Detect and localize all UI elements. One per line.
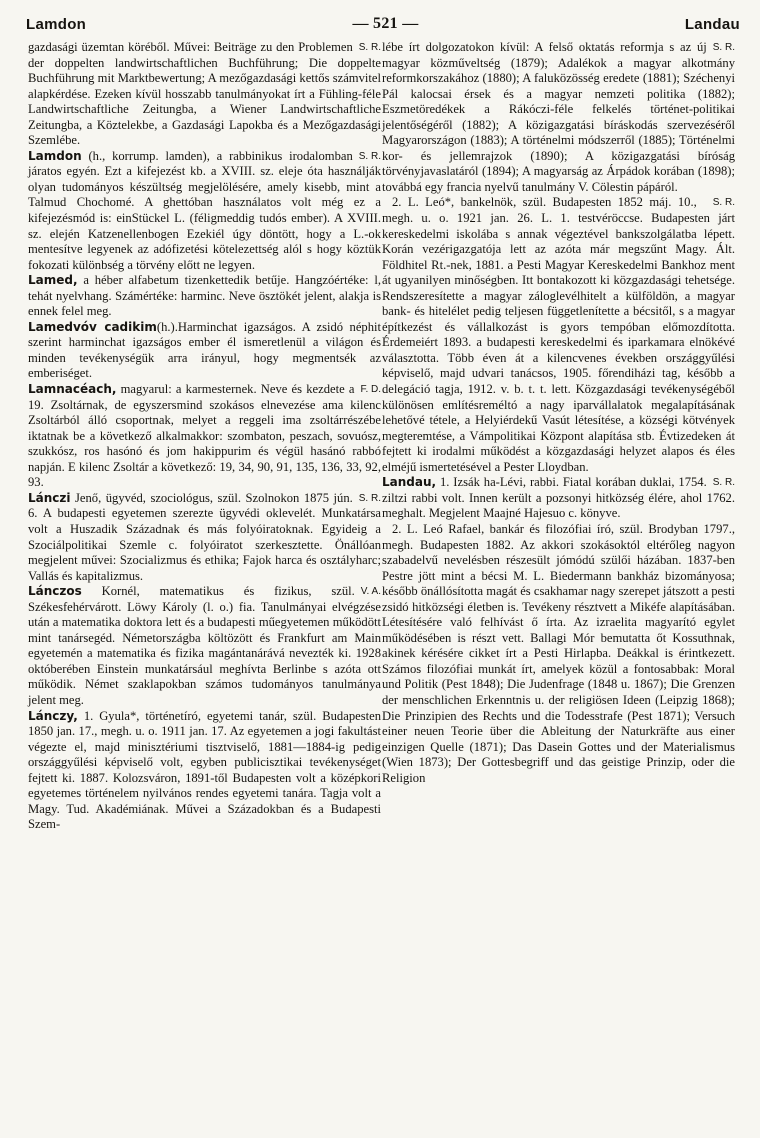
page-number: — 521 — — [352, 15, 419, 32]
entry-headword: Lánczos — [28, 584, 82, 599]
entry-text: (h.).Harminchat igazságos. A zsidó néphit szerint harminchat igazságos ember él ismeretlenül a világon és minden tevékenységük arra irányul, hogy megmentsék az emberiséget. — [28, 319, 381, 381]
header-right-word: Landau — [684, 15, 740, 33]
entry-landau — [382, 475, 735, 522]
entry-lanczy-leo — [382, 195, 735, 475]
entry-lanczi — [28, 491, 381, 584]
entry-continuation — [382, 40, 735, 195]
entry-text: a héber alfabetum tizenkettedik betűje. Hangzóértéke: l, tehát nyelvhang. Számértéke: harminc. Neve ösztökét jelent, alakja is ennek felel meg. — [28, 273, 381, 319]
entry-text: lébe írt dolgozatokon kívül: A felső oktatás reformja s az új magyar közműveltség (1879); Adalékok a magyar alkotmány reformkorszakához (1880); A faluközösség eredete (1881); Széchenyi Pál kalocsai érsek és a magyar nemzeti politika (1882); Eszmetöredékek a Rákóczi-féle felkelés történet-politikai jelentőségéről (1882); A közigazgatási bíráskodás szervezéséről Magyarországon (1883); A történelmi módszerről (1885); Történelmi kor- és jellemrajzok (1890); A közigazgatási bíróság törvényjavaslatáról (1894); A magyarság az Árpádok korában (1898); továbbá egy francia nyelvű tanulmány V. Cölestin pápáról. — [382, 40, 735, 194]
entry-continuation — [28, 40, 381, 149]
entry-text: 1. Gyula*, történetíró, egyetemi tanár, szül. Budapesten 1850 jan. 17., megh. u. o. 1911 jan. 17. Az egyetemen a jogi fakultást végezte el, majd minisztériumi tisztviselő, 1881—1884-ig pedig országgyűlési képviselő volt, egyben publicisztikai tevékenységet fejtett ki. 1887. Kolozsváron, 1891-től Budapesten volt a középkori egyetemes történelem nyilvános rendes egyetemi tanára. Tagja volt a Magy. Tud. Akadémiának. Művei a Századokban és a Budapesti Szem- — [28, 708, 381, 832]
running-header — [26, 10, 740, 38]
entry-text: 2. L. Leó Rafael, bankár és filozófiai író, szül. Brodyban 1797., megh. Budapesten 1882. Az akkori szokásoktól eltérőleg nagyon szabadelvű nevelésben részesült jómódú szülői házában. 1837-ben Pestre jött mint a bécsi M. L. Biedermann bankház bizományosa; később önállósította magát és csakhamar nagy szerepet játszott a pesti zsidó hitközségi életben is. Tevékeny résztvett a Mikéfe alapításában. Létesítésére való felhívást ő írta. Az izraelita magyarító egylet működésében is részt vett. Ballagi Mór bemutatta őt Kossuthnak, akinek kérésére cikket írt a Pesti Hirlapba. Deákkal is érintkezett. Számos filozófiai munkát írt, amelyek közül a fontosabbak: Moral und Politik (Pest 1848); Die Judenfrage (1848 u. 1867); Die Grenzen der menschlichen Erkenntnis u. der religiösen Ideen (Leipzig 1868); Die Prinzipien des Rechts und die Todesstrafe (Pest 1871); Versuch einer neuen Teorie über die Ableitung der Naturkräfte aus einer einzigen Quelle (1871); Das Dasein Gottes und der Materialismus (Wien 1873); Der Gottesbegriff und das geistige Prinzip, oder die Religion — [382, 521, 735, 785]
entry-text: gazdasági üzemtan köréből. Művei: Beiträge zu den Problemen der doppelten landwirtschaftlichen Buchführung; Die doppelte Buchführung mit Marktbewertung; A mezőgazdasági kettős számvitel alapkérdése. Ezeken kívül hosszabb tanulmányokat írt a Fühling-féle Landwirtschaftliche Zeitungba, a Wiener Landwirtschaftliche Zeitungba, a Köztelekbe, a Gazdasági Lapokba és a Mezőgazdasági Szemlébe. — [28, 40, 381, 148]
entry-headword: Lamnacéach, — [28, 382, 117, 397]
author-signature: S. R. — [358, 492, 381, 504]
author-signature: V. A. — [360, 586, 381, 598]
entry-lamnaceach — [28, 382, 381, 491]
entry-headword: Lamedvóv cadikim — [28, 319, 157, 334]
right-column — [382, 40, 735, 786]
author-signature: S. R. — [358, 150, 381, 162]
entry-lamedvov-cadikim — [28, 320, 381, 382]
entry-lamed — [28, 273, 381, 320]
entry-landau-leo-rafael — [382, 522, 735, 786]
entry-headword: Landau, — [382, 475, 437, 490]
entry-lanczos — [28, 584, 381, 708]
header-left-word: Lamdon — [26, 15, 87, 33]
author-signature: S. R. — [712, 42, 735, 53]
entry-headword: Lamdon — [28, 148, 82, 163]
entry-headword: Lánczi — [28, 490, 71, 505]
entry-headword: Lánczy, — [28, 708, 78, 723]
entry-text: (h., korrump. lamden), a rabbinikus irodalomban járatos egyén. Ezt a kifejezést kb. a XVIII. sz. eleje óta használják olyan tudományos készültség megjelölésére, amely kisebb, mint a Talmud Chochomé. A ghettóban használatos volt még ez a kifejezésmód is: einStückel L. (féligmeddig tudós ember). A XVIII. sz. elején Katzenellenbogen Ezekiél úgy döntött, hogy a L.-ok mentesítve legyenek az adófizetési kötelezettség alól s hogy köztük fokozati különbség a törvény előtt ne legyen. — [28, 148, 381, 272]
entry-text: Jenő, ügyvéd, szociológus, szül. Szolnokon 1875 jún. 6. A budapesti egyetemen szerezte ügyvédi oklevelét. Munkatársa volt a Huszadik Századnak és más folyóiratoknak. Egyideig a Szociálpolitikai Szemle c. folyóiratot szerkesztette. Önállóan megjelent művei: Szocializmus és ethika; Fajok harca és osztályharc; Vallás és kapitalizmus. — [28, 490, 381, 583]
entry-text: 2. L. Leó*, bankelnök, szül. Budapesten 1852 máj. 10., megh. u. o. 1921 jan. 26. L. 1. testvéröccse. Budapesten járt kereskedelmi iskolába s annak végeztével bankszolgálatba lépett. Korán vezérigazgatója lett az azóta már megszűnt Magy. Ált. Földhitel Rt.-nek, 1881. a Pesti Magyar Kereskedelmi Bankhoz ment át ugyanilyen minőségben. Itt bontakozott ki közgazdasági tehetsége. Rendszeresítette a magyar záloglevélhitelt a külföldön, a magyar bank- és hitelélet pedig teljesen függetlenítette a bécsitől, s a magyar építkezést és vállalkozást is gyors tempóban előmozdította. Érdemeiért 1893. a budapesti kereskedelmi és iparkamara elnökévé választotta. Több éven át a kilencvenes években országgyűlési képviselő, majd udvari tanácsos, 1905. főrendiházi tag, később a delegáció tagja, 1912. v. b. t. t. lett. Közgazdasági tevékenységéből különösen említésreméltó a nagy iparvállalatok megalapításának lehetővé tétele, a Helyiérdekű Vasút létesítése, a községi kötvények megteremtése, a Vámpolitikai Központ alapítása stb. Évtizedeken át fejtett ki irodalmi működést a közgazdasági helyzet alapos és éles elméjű ismertetésével a Pester Lloydban. — [382, 195, 735, 474]
author-signature: F. D. — [360, 384, 381, 396]
entry-headword: Lamed, — [28, 273, 78, 288]
left-column — [28, 40, 381, 833]
author-signature: S. R. — [712, 477, 735, 489]
author-signature: S. R. — [358, 42, 381, 53]
author-signature: S. R. — [712, 197, 735, 209]
entry-text: 1. Izsák ha-Lévi, rabbi. Fiatal korában duklai, 1754. ziltzi rabbi volt. Innen került a pozsonyi hitközség élére, ahol 1762. meghalt. Megjelent Maajné Hajesuo c. könyve. — [382, 475, 735, 521]
entry-lamdon — [28, 149, 381, 273]
entry-text: Kornél, matematikus és fizikus, szül. Székesfehérvárott. Löwy Károly (l. o.) fia. Tanulmányai elvégzése után a matematika doktora lett és a budapesti műegyetemen működött mint tanársegéd. Németországba költözött és Frankfurt am Main egyetemén a matematika és fizika magántanárává nevezték ki. 1928 októberében Einstein munkatársául meghívta Berlinbe s azóta ott működik. Német szaklapokban számos tudományos tanulmánya jelent meg. — [28, 584, 381, 707]
entry-text: magyarul: a karmesternek. Neve és kezdete a 19. Zsoltárnak, de egyszersmind szokásos elnevezése ama kilenc Zsoltárból álló csoportnak, melyet a reggeli ima zsoltárrészébe iktatnak be a következő alkalmakkor: szombaton, peszach, sovuósz, szukkósz, ros hasónó és jom hakippurim és végül hasánó rabbó napján. E kilenc Zsoltár a következő: 19, 34, 90, 91, 135, 136, 33, 92, 93. — [28, 382, 381, 490]
entry-lanczy — [28, 709, 381, 833]
